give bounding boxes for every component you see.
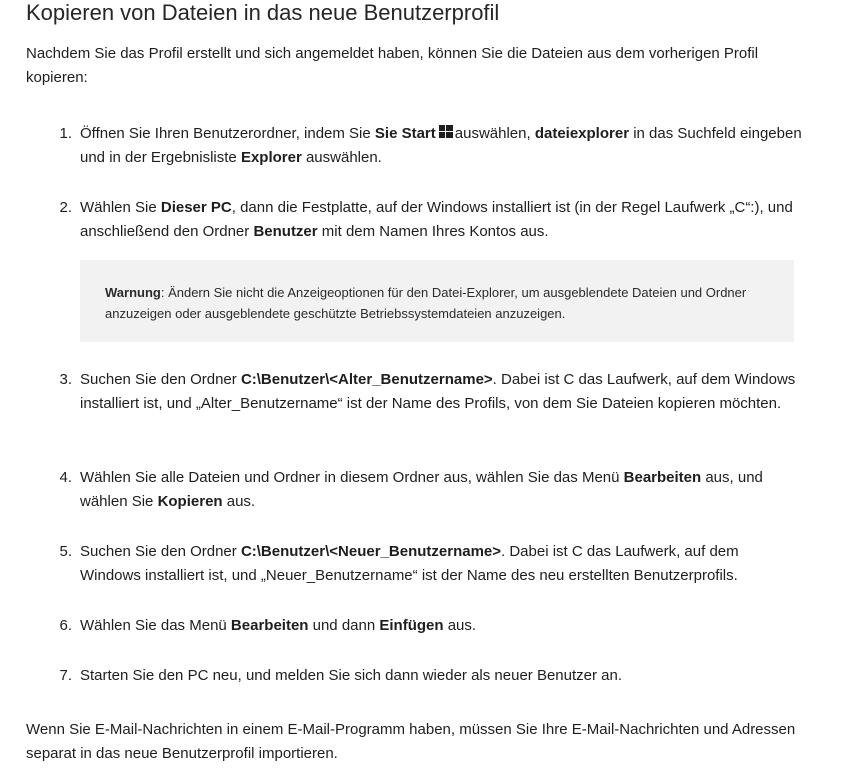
step-number: 3.: [59, 371, 72, 388]
step-number: 7.: [59, 667, 72, 684]
new-profile-path: C:\Benutzer\<Neuer_Benutzername>: [240, 543, 502, 560]
warning-text: : Ändern Sie nicht die Anzeigeoptionen für den Datei-Explorer, um ausgeblendete Dateien und Ordner anzuzeigen oder ausgeblendete geschützte Betriebssystemdateien anzuzeigen.: [105, 285, 747, 321]
warning-label: Warnung: [105, 285, 161, 300]
edit-menu-label: Bearbeiten: [230, 617, 309, 634]
start-label: Sie Start: [374, 125, 436, 142]
step-text: Wählen Sie Dieser PC, dann die Festplatte, auf der Windows installiert ist (in der Regel Laufwerk „C“:), und anschließend den Ordner Benutzer mit dem Namen Ihres Kontos aus.: [80, 199, 793, 240]
step-text: Wählen Sie das Menü Bearbeiten und dann Einfügen aus.: [80, 617, 477, 634]
step-text: Starten Sie den PC neu, und melden Sie sich dann wieder als neuer Benutzer an.: [80, 667, 623, 684]
step-number: 6.: [59, 617, 72, 634]
old-profile-path: C:\Benutzer\<Alter_Benutzername>: [240, 371, 493, 388]
step-number: 1.: [59, 125, 72, 142]
step-text: Öffnen Sie Ihren Benutzerordner, indem Sie Sie Start auswählen, dateiexplorer in das Suchfeld eingeben und in der Ergebnisliste Explorer auswählen.: [80, 125, 802, 166]
warning-note: [80, 260, 794, 342]
step-text: Suchen Sie den Ordner C:\Benutzer\<Neuer_Benutzername>. Dabei ist C das Laufwerk, auf dem Windows installiert ist, und „Neuer_Benutzername“ ist der Name des neu erstellten Benutzerprofils.: [80, 543, 739, 584]
step-text: Suchen Sie den Ordner C:\Benutzer\<Alter_Benutzername>. Dabei ist C das Laufwerk, auf dem Windows installiert ist, und „Alter_Benutzername“ ist der Name des Profils, von dem Sie Dateien kopieren möchten.: [80, 371, 796, 412]
step-number: 4.: [59, 469, 72, 486]
step-text: Wählen Sie alle Dateien und Ordner in diesem Ordner aus, wählen Sie das Menü Bearbeiten aus, und wählen Sie Kopieren aus.: [80, 469, 763, 510]
windows-logo-icon: [438, 123, 454, 137]
copy-label: Kopieren: [157, 493, 223, 510]
section-title: Kopieren von Dateien in das neue Benutzerprofil: [26, 0, 500, 25]
paste-label: Einfügen: [379, 617, 444, 634]
step-number: 2.: [59, 199, 72, 216]
edit-menu-label: Bearbeiten: [623, 469, 702, 486]
search-term: dateiexplorer: [534, 125, 630, 142]
explorer-label: Explorer: [240, 149, 302, 166]
intro-paragraph: Nachdem Sie das Profil erstellt und sich angemeldet haben, können Sie die Dateien aus dem vorherigen Profil kopieren:: [26, 45, 759, 86]
step-number: 5.: [59, 543, 72, 560]
article: [26, 0, 806, 762]
users-folder-label: Benutzer: [253, 223, 318, 240]
this-pc-label: Dieser PC: [160, 199, 232, 216]
outro-paragraph: Wenn Sie E-Mail-Nachrichten in einem E-Mail-Programm haben, müssen Sie Ihre E-Mail-Nachrichten und Adressen separat in das neue Benutzerprofil importieren.: [26, 721, 796, 762]
